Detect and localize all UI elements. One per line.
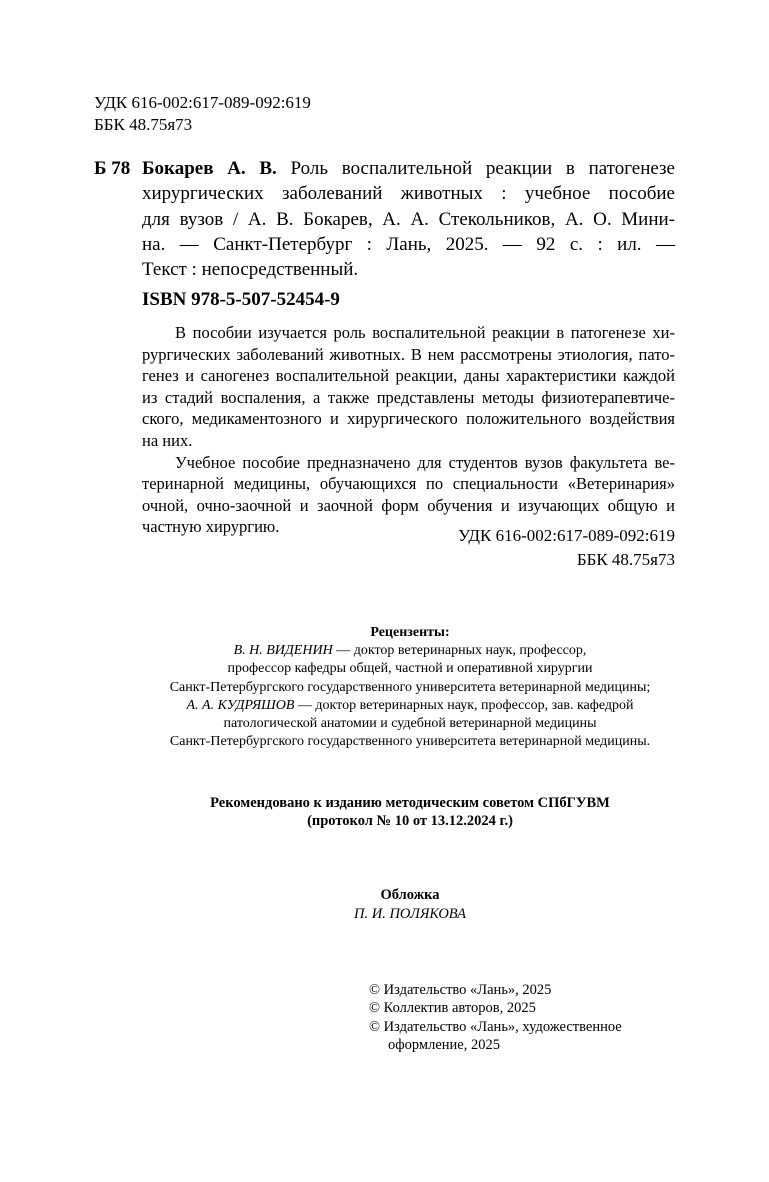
- reviewer-2-line-2: патологической анатомии и судебной ветеринарной медицины: [223, 716, 597, 732]
- copyright-authors: © Коллектив авторов, 2025: [369, 1000, 536, 1017]
- top-bbk: ББК 48.75я73: [94, 115, 193, 134]
- recommendation-line-2: (протокол № 10 от 13.12.2024 г.): [307, 813, 513, 829]
- reviewer-1-title: — доктор ветеринарных наук, профессор,: [332, 643, 587, 659]
- reviewer-2-line-3: Санкт-Петербургского государственного университета ветеринарной медицины.: [169, 734, 651, 750]
- annotation: [142, 322, 675, 538]
- copyright-design-cont: оформление, 2025: [388, 1036, 500, 1053]
- right-bbk: ББК 48.75я73: [576, 550, 675, 569]
- reviewer-1-line-2: профессор кафедры общей, частной и оперативной хирургии: [227, 661, 593, 677]
- annotation-p2-line-2: теринарной медицины, обучающихся по специальности «Ветеринария»: [142, 474, 675, 494]
- reviewer-1-line-1: [150, 642, 670, 660]
- bib-author: Бокарев А. В.: [142, 158, 277, 179]
- bib-line-1: [142, 156, 675, 181]
- annotation-p1-line-5: ского, медикаментозного и хирургического положительного воздействия: [142, 409, 675, 429]
- cover-credit: [150, 886, 670, 923]
- cover-heading: Обложка: [380, 887, 440, 903]
- right-classification-codes: [458, 524, 675, 572]
- bib-line-4: на. — Санкт-Петербург : Лань, 2025. — 92 с. : ил. —: [142, 233, 675, 255]
- copyright-publisher: © Издательство «Лань», 2025: [369, 982, 552, 998]
- reviewer-2-name: А. А. КУДРЯШОВ: [186, 697, 295, 713]
- bib-line-2: хирургических заболеваний животных : учебное пособие: [142, 183, 675, 205]
- right-udk: УДК 616-002:617-089-092:619: [458, 526, 675, 545]
- recommendation-line-1: Рекомендовано к изданию методическим советом СПбГУВМ: [210, 795, 610, 811]
- reviewer-2-title: — доктор ветеринарных наук, профессор, зав. кафедрой: [294, 697, 634, 713]
- cover-artist: П. И. ПОЛЯКОВА: [354, 905, 466, 922]
- isbn: ISBN 978-5-507-52454-9: [142, 289, 340, 310]
- author-mark: Б 78: [94, 158, 131, 179]
- reviewer-1-name: В. Н. ВИДЕНИН: [233, 643, 333, 659]
- bib-line-5: Текст : непосредственный.: [142, 259, 359, 281]
- copyright-block: [369, 981, 622, 1054]
- bib-line-3: для вузов / А. В. Бокарев, А. А. Стекольников, А. О. Мини-: [142, 208, 675, 230]
- annotation-p1-line-4: из стадий воспаления, а также представлены методы физиотерапевтиче-: [142, 387, 675, 407]
- top-classification-codes: [94, 92, 311, 136]
- recommendation-block: [150, 794, 670, 830]
- annotation-p2-line-3: очной, очно-заочной и заочной форм обучения и изучающих общую и: [142, 495, 675, 515]
- annotation-p1-line-6: на них.: [142, 430, 193, 450]
- top-udk: УДК 616-002:617-089-092:619: [94, 93, 311, 112]
- reviewers-block: [150, 624, 670, 751]
- annotation-p1-line-2: рургических заболеваний животных. В нем рассмотрены этиология, пато-: [142, 344, 675, 364]
- reviewer-2-line-1: [150, 697, 670, 715]
- annotation-p2-line-1: Учебное пособие предназначено для студентов вузов факультета ве-: [175, 452, 675, 472]
- annotation-p1-line-3: генез и саногенез воспалительной реакции, даны характеристики каждой: [142, 366, 675, 386]
- bib-title-start: Роль воспалительной реакции в патогенезе: [276, 158, 675, 179]
- annotation-p1-line-1: В пособии изучается роль воспалительной реакции в патогенезе хи-: [175, 323, 675, 342]
- bibliographic-description: [142, 156, 675, 282]
- reviewer-1-line-3: Санкт-Петербургского государственного университета ветеринарной медицины;: [169, 679, 651, 695]
- reviewers-heading: Рецензенты:: [370, 625, 450, 640]
- copyright-design: © Издательство «Лань», художественное: [369, 1018, 622, 1035]
- annotation-p2-line-4: частную хирургию.: [142, 517, 280, 537]
